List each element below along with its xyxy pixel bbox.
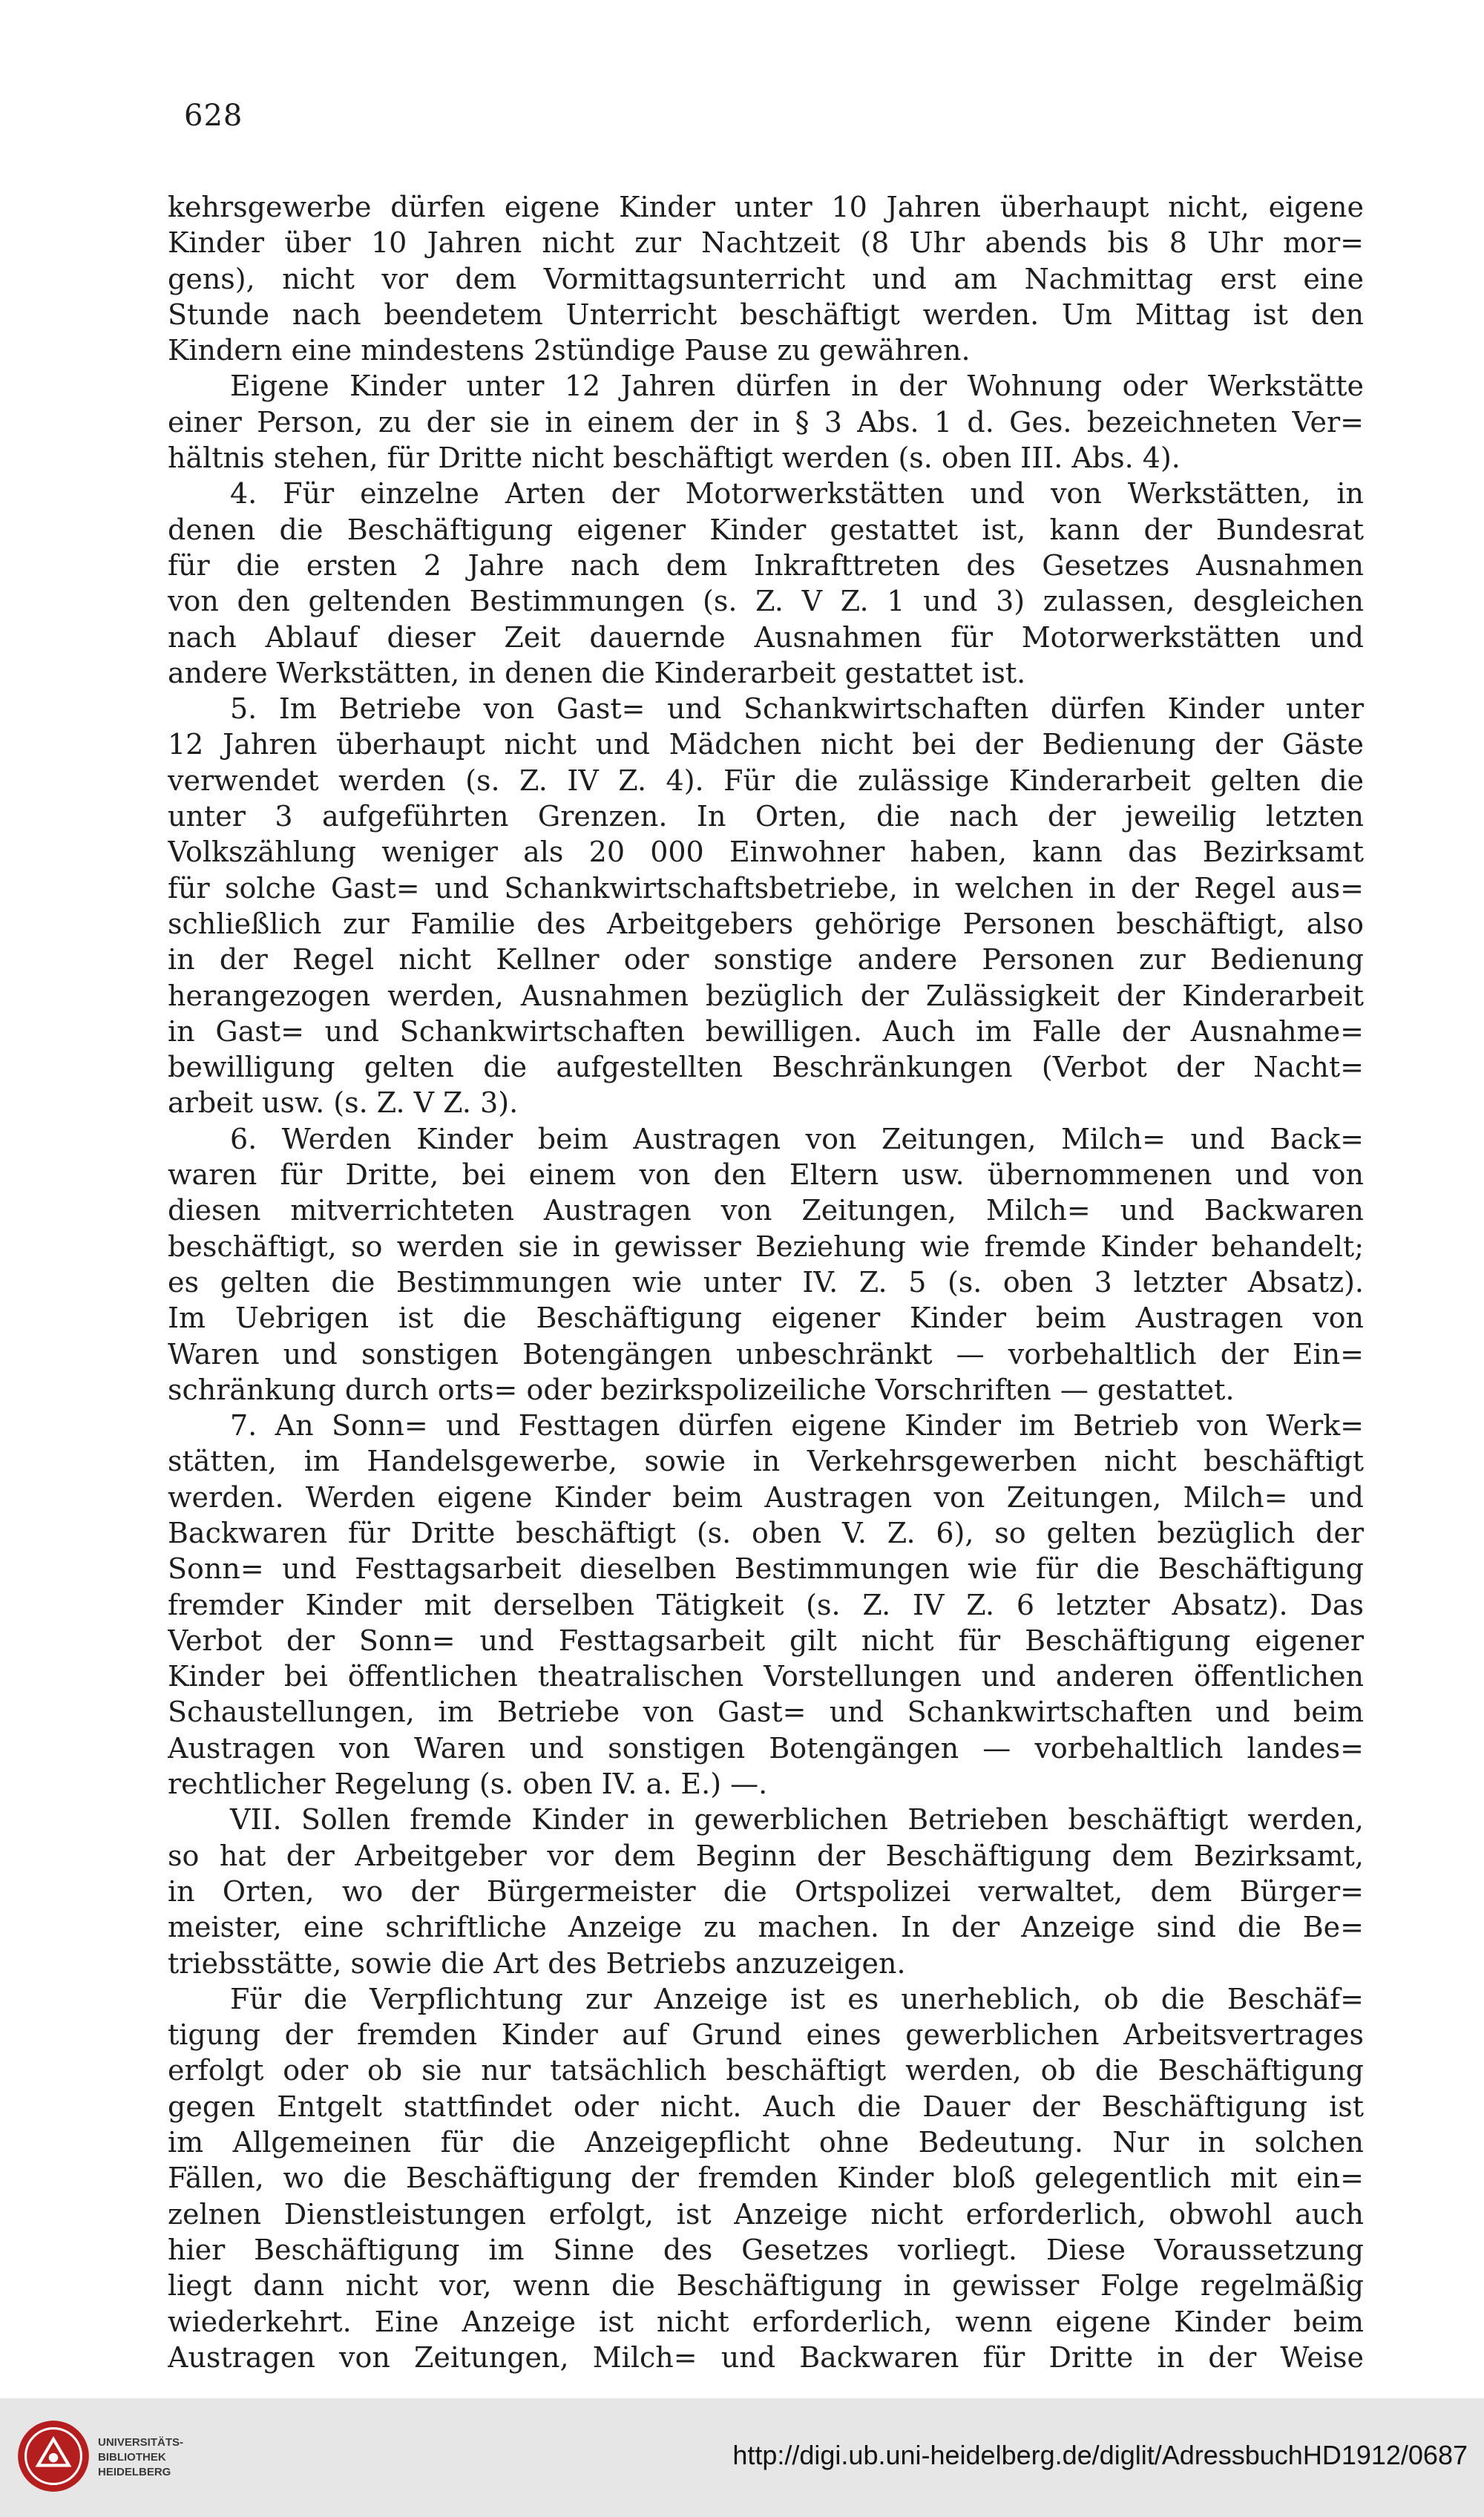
text-line: bewilligung gelten die aufgestellten Beschränkungen (Verbot der Nacht= bbox=[168, 1051, 1364, 1084]
text-line: erfolgt oder ob sie nur tatsächlich beschäftigt werden, ob die Beschäftigung bbox=[168, 2054, 1364, 2087]
text-line: triebsstätte, sowie die Art des Betriebs anzuzeigen. bbox=[168, 1946, 906, 1980]
text-line: Kinder bei öffentlichen theatralischen Vorstellungen und anderen öffentlichen bbox=[168, 1660, 1364, 1693]
text-line: Sonn= und Festtagsarbeit dieselben Bestimmungen wie für die Beschäftigung bbox=[168, 1552, 1364, 1586]
library-name-line: UNIVERSITÄTS- bbox=[98, 2436, 184, 2449]
text-line: schließlich zur Familie des Arbeitgebers gehörige Personen beschäftigt, also bbox=[168, 907, 1364, 940]
text-line: diesen mitverrichteten Austragen von Zeitungen, Milch= und Backwaren bbox=[168, 1194, 1364, 1227]
text-line: denen die Beschäftigung eigener Kinder gestattet ist, kann der Bundesrat bbox=[168, 513, 1364, 546]
text-line: tigung der fremden Kinder auf Grund eines gewerblichen Arbeitsvertrages bbox=[168, 2018, 1364, 2052]
text-line: Kindern eine mindestens 2stündige Pause zu gewähren. bbox=[168, 334, 971, 367]
text-line: Backwaren für Dritte beschäftigt (s. oben V. Z. 6), so gelten bezüglich der bbox=[168, 1516, 1364, 1549]
text-line: fremder Kinder mit derselben Tätigkeit (s. Z. IV Z. 6 letzter Absatz). Das bbox=[168, 1588, 1364, 1621]
text-line: gens), nicht vor dem Vormittagsunterricht und am Nachmittag erst eine bbox=[168, 262, 1364, 295]
text-line: schränkung durch orts= oder bezirkspolizeiliche Vorschriften — gestattet. bbox=[168, 1373, 1235, 1406]
footer-bar bbox=[0, 2398, 1484, 2517]
text-line: von den geltenden Bestimmungen (s. Z. V Z. 1 und 3) zulassen, desgleichen bbox=[168, 585, 1364, 618]
text-line: Verbot der Sonn= und Festtagsarbeit gilt nicht für Beschäftigung eigener bbox=[168, 1624, 1364, 1657]
text-line: verwendet werden (s. Z. IV Z. 4). Für die zulässige Kinderarbeit gelten die bbox=[168, 764, 1364, 797]
text-line: andere Werkstätten, in denen die Kinderarbeit gestattet ist. bbox=[168, 656, 1026, 689]
text-line: waren für Dritte, bei einem von den Eltern usw. übernommenen und von bbox=[168, 1158, 1364, 1192]
university-seal-icon bbox=[15, 2418, 92, 2495]
text-line: Kinder über 10 Jahren nicht zur Nachtzeit (8 Uhr abends bis 8 Uhr mor= bbox=[168, 226, 1364, 260]
text-line: herangezogen werden, Ausnahmen bezüglich der Zulässigkeit der Kinderarbeit bbox=[168, 979, 1364, 1012]
text-line: hier Beschäftigung im Sinne des Gesetzes vorliegt. Diese Voraussetzung bbox=[168, 2233, 1364, 2266]
text-line: für solche Gast= und Schankwirtschaftsbetriebe, in welchen in der Regel aus= bbox=[168, 871, 1364, 905]
text-line: zelnen Dienstleistungen erfolgt, ist Anzeige nicht erforderlich, obwohl auch bbox=[168, 2197, 1364, 2231]
text-line: unter 3 aufgeführten Grenzen. In Orten, die nach der jeweilig letzten bbox=[168, 800, 1364, 833]
text-line: wiederkehrt. Eine Anzeige ist nicht erforderlich, wenn eigene Kinder beim bbox=[168, 2305, 1364, 2338]
text-line: arbeit usw. (s. Z. V Z. 3). bbox=[168, 1086, 519, 1120]
text-line: es gelten die Bestimmungen wie unter IV. Z. 5 (s. oben 3 letzter Absatz). bbox=[168, 1265, 1364, 1299]
text-line: 7. An Sonn= und Festtagen dürfen eigene Kinder im Betrieb von Werk= bbox=[230, 1409, 1364, 1443]
library-name bbox=[98, 2435, 183, 2480]
text-line: 4. Für einzelne Arten der Motorwerkstätten und von Werkstätten, in bbox=[230, 477, 1364, 511]
text-line: 6. Werden Kinder beim Austragen von Zeitungen, Milch= und Back= bbox=[230, 1122, 1364, 1155]
text-line: für die ersten 2 Jahre nach dem Inkrafttreten des Gesetzes Ausnahmen bbox=[168, 548, 1364, 582]
text-line: Waren und sonstigen Botengängen unbeschränkt — vorbehaltlich der Ein= bbox=[168, 1337, 1364, 1371]
page-number: 628 bbox=[184, 99, 243, 133]
text-line: 5. Im Betriebe von Gast= und Schankwirtschaften dürfen Kinder unter bbox=[230, 692, 1364, 726]
library-logo[interactable] bbox=[15, 2413, 208, 2502]
text-line: in der Regel nicht Kellner oder sonstige andere Personen zur Bedienung bbox=[168, 943, 1364, 977]
text-line: stätten, im Handelsgewerbe, sowie in Verkehrsgewerben nicht beschäftigt bbox=[168, 1445, 1364, 1478]
text-line: Austragen von Zeitungen, Milch= und Backwaren für Dritte in der Weise bbox=[168, 2340, 1364, 2374]
text-line: liegt dann nicht vor, wenn die Beschäftigung in gewisser Folge regelmäßig bbox=[168, 2269, 1364, 2303]
text-line: Schaustellungen, im Betriebe von Gast= und Schankwirtschaften und beim bbox=[168, 1696, 1364, 1729]
text-line: Fällen, wo die Beschäftigung der fremden Kinder bloß gelegentlich mit ein= bbox=[168, 2162, 1364, 2195]
text-line: Volkszählung weniger als 20 000 Einwohner haben, kann das Bezirksamt bbox=[168, 836, 1364, 869]
text-line: Stunde nach beendetem Unterricht beschäftigt werden. Um Mittag ist den bbox=[168, 298, 1364, 331]
text-line: kehrsgewerbe dürfen eigene Kinder unter 10 Jahren überhaupt nicht, eigene bbox=[168, 191, 1364, 223]
text-line: gegen Entgelt stattfindet oder nicht. Auch die Dauer der Beschäftigung ist bbox=[168, 2090, 1364, 2123]
text-line: VII. Sollen fremde Kinder in gewerblichen Betrieben beschäftigt werden, bbox=[230, 1803, 1364, 1837]
text-line: nach Ablauf dieser Zeit dauernde Ausnahmen für Motorwerkstätten und bbox=[168, 620, 1364, 654]
text-line: rechtlicher Regelung (s. oben IV. a. E.) —. bbox=[168, 1768, 768, 1801]
text-line: Für die Verpflichtung zur Anzeige ist es unerheblich, ob die Beschäf= bbox=[230, 1982, 1364, 2015]
library-name-line: BIBLIOTHEK bbox=[98, 2451, 166, 2464]
text-line: Im Uebrigen ist die Beschäftigung eigener Kinder beim Austragen von bbox=[168, 1302, 1364, 1335]
text-line: beschäftigt, so werden sie in gewisser Beziehung wie fremde Kinder behandelt; bbox=[168, 1230, 1364, 1263]
text-line: Eigene Kinder unter 12 Jahren dürfen in der Wohnung oder Werkstätte bbox=[230, 370, 1364, 403]
text-line: werden. Werden eigene Kinder beim Austragen von Zeitungen, Milch= und bbox=[168, 1480, 1364, 1514]
library-name-line: HEIDELBERG bbox=[98, 2466, 171, 2478]
text-line: in Gast= und Schankwirtschaften bewilligen. Auch im Falle der Ausnahme= bbox=[168, 1014, 1364, 1048]
text-line: 12 Jahren überhaupt nicht und Mädchen nicht bei der Bedienung der Gäste bbox=[168, 728, 1364, 761]
text-line: in Orten, wo der Bürgermeister die Ortspolizei verwaltet, dem Bürger= bbox=[168, 1874, 1364, 1908]
text-line: im Allgemeinen für die Anzeigepflicht ohne Bedeutung. Nur in solchen bbox=[168, 2126, 1364, 2159]
text-body bbox=[168, 189, 1364, 2375]
text-line: meister, eine schriftliche Anzeige zu machen. In der Anzeige sind die Be= bbox=[168, 1911, 1364, 1944]
text-line: so hat der Arbeitgeber vor dem Beginn der Beschäftigung dem Bezirksamt, bbox=[168, 1839, 1364, 1872]
source-url[interactable]: http://digi.ub.uni-heidelberg.de/diglit/AdressbuchHD1912/0687 bbox=[732, 2440, 1468, 2470]
text-line: hältnis stehen, für Dritte nicht beschäftigt werden (s. oben III. Abs. 4). bbox=[168, 442, 1181, 475]
text-line: Austragen von Waren und sonstigen Botengängen — vorbehaltlich landes= bbox=[168, 1731, 1364, 1765]
text-line: einer Person, zu der sie in einem der in § 3 Abs. 1 d. Ges. bezeichneten Ver= bbox=[168, 405, 1364, 439]
